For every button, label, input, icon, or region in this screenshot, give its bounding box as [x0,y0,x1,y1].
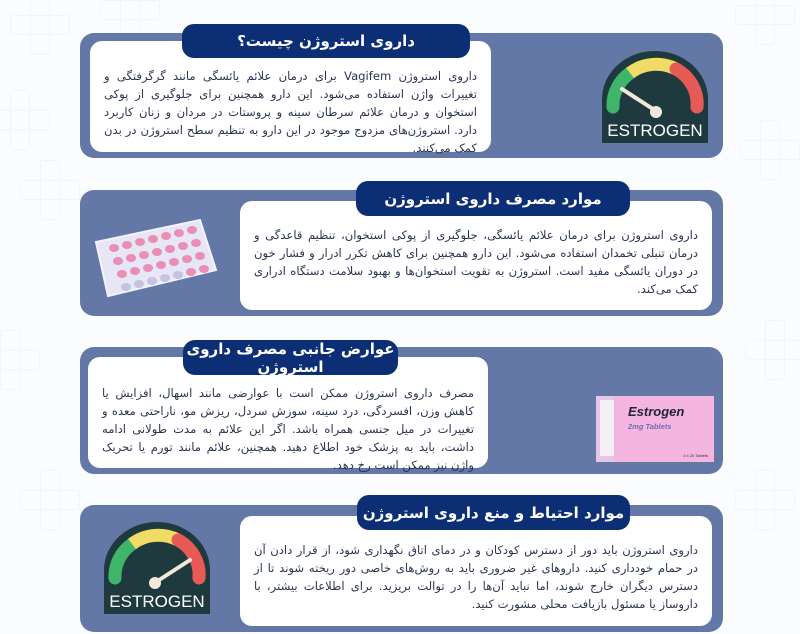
background-cross-icon [735,470,795,530]
background-cross-icon [740,120,800,180]
box-strength: 2mg Tablets [628,422,672,431]
estrogen-gauge-icon [100,520,214,614]
box-brand: Estrogen [628,404,685,419]
estrogen-gauge-icon [598,49,712,143]
background-cross-icon [0,330,40,390]
background-cross-icon [0,90,50,150]
background-cross-icon [20,160,80,220]
section-title: عوارض جانبی مصرف داروی استروژن [183,340,398,375]
background-cross-icon [20,470,80,530]
section-body-text: داروی استروژن باید دور از دسترس کودکان و در دمای اتاق نگهداری شود، از قرار دادن آن در حمام خودداری کنید. داروهای غیر ضروری باید به روش‌های خاصی دور ریخته شوند تا از دسترس دیگران خارج شوند، اما نباید آن‌ها را در توالت بریزید. برای اطلاعات بیشتر، با داروساز یا مسئول بازیافت محلی مشورت کنید. [254,543,698,611]
section-body-text: داروی استروژن Vagifem برای درمان علائم یائسگی مانند گرگرفتگی و تغییرات واژن استفاده می‌شود. این دارو همچنین برای جلوگیری از پوکی استخوان و درمان علائم سرطان سینه و پروستات در مردان و زنان کاربرد دارد. استروژن‌های مزدوج موجود در این دارو به تنظیم سطح استروژن در بدن کمک می‌کنند. [104,69,478,155]
section-body [240,516,712,626]
section-title: موارد احتیاط و منع داروی استروژن [357,495,630,530]
background-cross-icon [745,320,800,380]
svg-text:ESTROGEN: ESTROGEN [607,121,703,140]
pill-blister-pack-icon [92,212,222,302]
background-cross-icon [10,0,70,55]
svg-text:ESTROGEN: ESTROGEN [109,592,205,611]
medicine-box-icon [596,396,714,462]
section-title: موارد مصرف داروی استروژن [356,181,630,216]
section-title: داروی استروژن چیست؟ [182,24,470,58]
section-body-text: داروی استروژن برای درمان علائم یائسگی، جلوگیری از پوکی استخوان، تنظیم قاعدگی و درمان تنبلی تخمدان استفاده می‌شود. این دارو همچنین برای کاهش تکرر ادرار و فشار خون در دوران یائسگی مفید است. استروژن به تقویت استخوان‌ها و بهبود سلامت دستگاه ادراری کمک می‌کند. [254,228,698,296]
box-count: 3 x 20 Tablets [683,453,708,458]
section-body [240,201,712,310]
background-cross-icon [735,0,795,45]
section-body-text: مصرف داروی استروژن ممکن است با عوارضی مانند اسهال، افزایش یا کاهش وزن، افسردگی، درد سینه، سوزش سردل، ریزش مو، ناراحتی معده و تغییرات در میل جنسی همراه باشد. اگر این علائم به مدت طولانی ادامه داشت، باید به پزشک خود اطلاع دهید. همچنین، علائم مانند تورم یا تحریک واژن نیز ممکن است رخ دهد. [102,386,474,472]
